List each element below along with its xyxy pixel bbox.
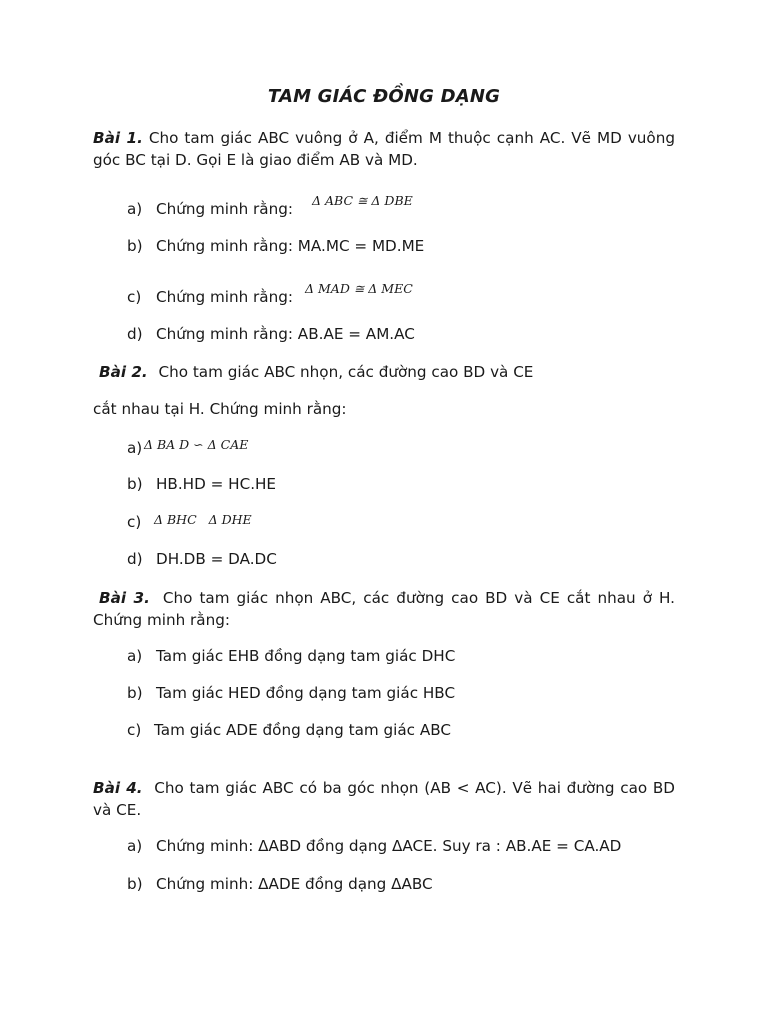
item-text: Chứng minh: ΔADE đồng dạng ΔABC — [156, 875, 433, 893]
problem-2-statement-cont: cắt nhau tại H. Chứng minh rằng: — [93, 400, 347, 418]
item-label: b) — [127, 875, 143, 893]
problem-2-item-c-formula: Δ BHC Δ DHE — [154, 512, 252, 527]
problem-3-item-b — [127, 683, 455, 703]
problem-1-statement — [93, 127, 675, 171]
item-label: c) — [127, 288, 142, 306]
problem-3-item-a — [127, 646, 455, 666]
item-label: b) — [127, 475, 143, 493]
item-text: Tam giác ADE đồng dạng tam giác ABC — [154, 721, 451, 739]
item-label: a) — [127, 200, 143, 218]
item-text: Tam giác EHB đồng dạng tam giác DHC — [156, 647, 456, 665]
problem-4-item-b — [127, 874, 433, 894]
item-text: Chứng minh: ΔABD đồng dạng ΔACE. Suy ra : AB.AE = CA.AD — [156, 837, 622, 855]
problem-1-item-a-formula: Δ ABC ≅ Δ DBE — [312, 193, 413, 208]
problem-2-item-a — [127, 438, 142, 458]
item-text: Tam giác HED đồng dạng tam giác HBC — [156, 684, 456, 702]
problem-2-item-a-formula: Δ BA D ∽ Δ CAE — [144, 437, 249, 452]
item-text: Chứng minh rằng: AB.AE = AM.AC — [156, 325, 415, 343]
problem-2-item-c — [127, 512, 141, 532]
problem-3-text: Cho tam giác nhọn ABC, các đường cao BD và CE cắt nhau ở H. Chứng minh rằng: — [93, 589, 675, 629]
problem-3-statement — [93, 587, 675, 631]
problem-1-label: Bài 1. — [93, 129, 143, 147]
item-text: Chứng minh rằng: — [156, 200, 293, 218]
item-label: a) — [127, 439, 143, 457]
page-title: TAM GIÁC ĐỒNG DẠNG — [267, 86, 501, 107]
item-label: d) — [127, 550, 143, 568]
problem-2-item-d — [127, 549, 277, 569]
problem-1-item-c-formula: Δ MAD ≅ Δ MEC — [305, 281, 413, 296]
problem-2-text: Cho tam giác ABC nhọn, các đường cao BD và CE — [158, 363, 534, 381]
problem-3-label: Bài 3. — [99, 589, 150, 607]
problem-4-text: Cho tam giác ABC có ba góc nhọn (AB < AC). Vẽ hai đường cao BD và CE. — [93, 779, 675, 819]
problem-4-label: Bài 4. — [93, 779, 143, 797]
item-label: a) — [127, 647, 143, 665]
problem-4-statement — [93, 777, 675, 821]
item-label: c) — [127, 721, 142, 739]
item-label: b) — [127, 684, 143, 702]
item-text: Chứng minh rằng: MA.MC = MD.ME — [156, 237, 425, 255]
problem-1-item-c — [127, 287, 293, 307]
problem-1-text: Cho tam giác ABC vuông ở A, điểm M thuộc cạnh AC. Vẽ MD vuông góc BC tại D. Gọi E là giao điểm AB và MD. — [93, 129, 675, 169]
item-label: b) — [127, 237, 143, 255]
item-label: c) — [127, 513, 142, 531]
item-label: d) — [127, 325, 143, 343]
problem-1-item-a — [127, 199, 293, 219]
item-label: a) — [127, 837, 143, 855]
problem-1-item-b — [127, 236, 424, 256]
item-text: DH.DB = DA.DC — [156, 550, 277, 568]
problem-4-item-a — [127, 836, 621, 856]
item-text: Chứng minh rằng: — [156, 288, 293, 306]
problem-2-statement — [99, 362, 533, 382]
problem-2-item-b — [127, 474, 276, 494]
problem-1-item-d — [127, 324, 415, 344]
item-text: HB.HD = HC.HE — [156, 475, 277, 493]
problem-2-label: Bài 2. — [99, 363, 148, 381]
problem-3-item-c — [127, 720, 451, 740]
